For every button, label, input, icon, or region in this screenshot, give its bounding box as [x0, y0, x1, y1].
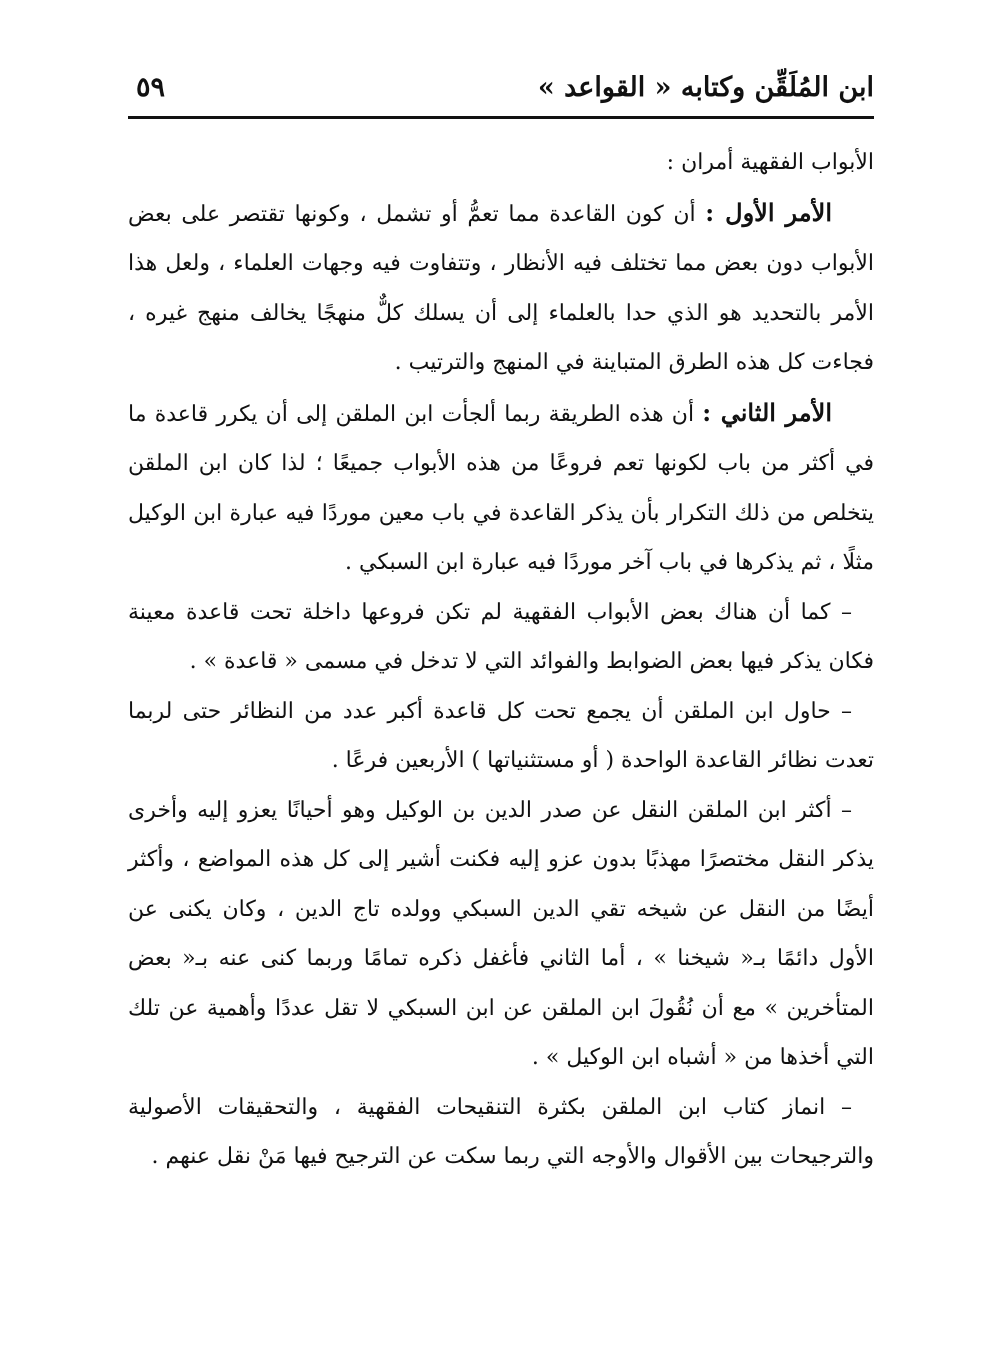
header-rule	[128, 116, 874, 119]
paragraph-text: الأبواب الفقهية أمران :	[666, 150, 874, 175]
bullet-paragraph	[128, 1083, 874, 1182]
paragraph-text: – انماز كتاب ابن الملقن بكثرة التنقيحات الفقهية ، والتحقيقات الأصولية والترجيحات بين الأقوال والأوجه التي ربما سكت عن الترجيح فيها مَنْ نقل عنهم .	[128, 1094, 874, 1169]
paragraph-second-matter	[128, 388, 874, 588]
running-title: ابن المُلَقِّن وكتابه « القواعد »	[537, 72, 874, 103]
paragraph-intro	[128, 138, 874, 188]
page-header	[128, 62, 874, 108]
bullet-paragraph	[128, 588, 874, 687]
page-number: ٥٩	[136, 72, 166, 103]
paragraph-lead: الأمر الأول :	[705, 197, 832, 227]
bullet-paragraph	[128, 687, 874, 786]
paragraph-text: – حاول ابن الملقن أن يجمع تحت كل قاعدة أكبر عدد من النظائر حتى لربما تعدت نظائر القاعدة الواحدة ( أو مستثنياتها ) الأربعين فرعًا .	[128, 698, 874, 773]
body-text	[128, 138, 874, 1182]
paragraph-text: أن هذه الطريقة ربما ألجأت ابن الملقن إلى أن يكرر قاعدة ما في أكثر من باب لكونها تعم فروعًا من هذه الأبواب جميعًا ؛ لذا كان ابن الملقن يتخلص من ذلك التكرار بأن يذكر القاعدة في باب معين موردًا فيه عبارة ابن الوكيل مثلًا ، ثم يذكرها في باب آخر موردًا فيه عبارة ابن السبكي .	[128, 401, 874, 575]
paragraph-text: – كما أن هناك بعض الأبواب الفقهية لم تكن فروعها داخلة تحت قاعدة معينة فكان يذكر فيها بعض الضوابط والفوائد التي لا تدخل في مسمى « قاعدة » .	[128, 599, 874, 674]
paragraph-lead: الأمر الثاني :	[702, 397, 832, 427]
paragraph-text: أن كون القاعدة مما تعمُّ أو تشمل ، وكونها تقتصر على بعض الأبواب دون بعض مما تختلف فيه الأنظار ، وتتفاوت فيه وجهات العلماء ، ولعل هذا الأمر بالتحديد هو الذي حدا بالعلماء إلى أن يسلك كلٌّ منهجًا يخالف منهج غيره ، فجاءت كل هذه الطرق المتباينة في المنهج والترتيب .	[128, 201, 874, 375]
paragraph-text: – أكثر ابن الملقن النقل عن صدر الدين بن الوكيل وهو أحيانًا يعزو إليه وأخرى يذكر النقل مختصرًا مهذبًا بدون عزو إليه فكنت أشير إلى كل هذه المواضع ، وأكثر أيضًا من النقل عن شيخه تقي الدين السبكي وولده تاج الدين ، وكان يكنى عن الأول دائمًا بـ« شيخنا » ، أما الثاني فأغفل ذكره تمامًا وربما كنى عنه بـ« بعض المتأخرين » مع أن نُقُولَ ابن الملقن عن ابن السبكي لا تقل عددًا وأهمية عن تلك التي أخذها من « أشباه ابن الوكيل » .	[128, 797, 874, 1070]
paragraph-first-matter	[128, 188, 874, 388]
bullet-paragraph	[128, 786, 874, 1083]
